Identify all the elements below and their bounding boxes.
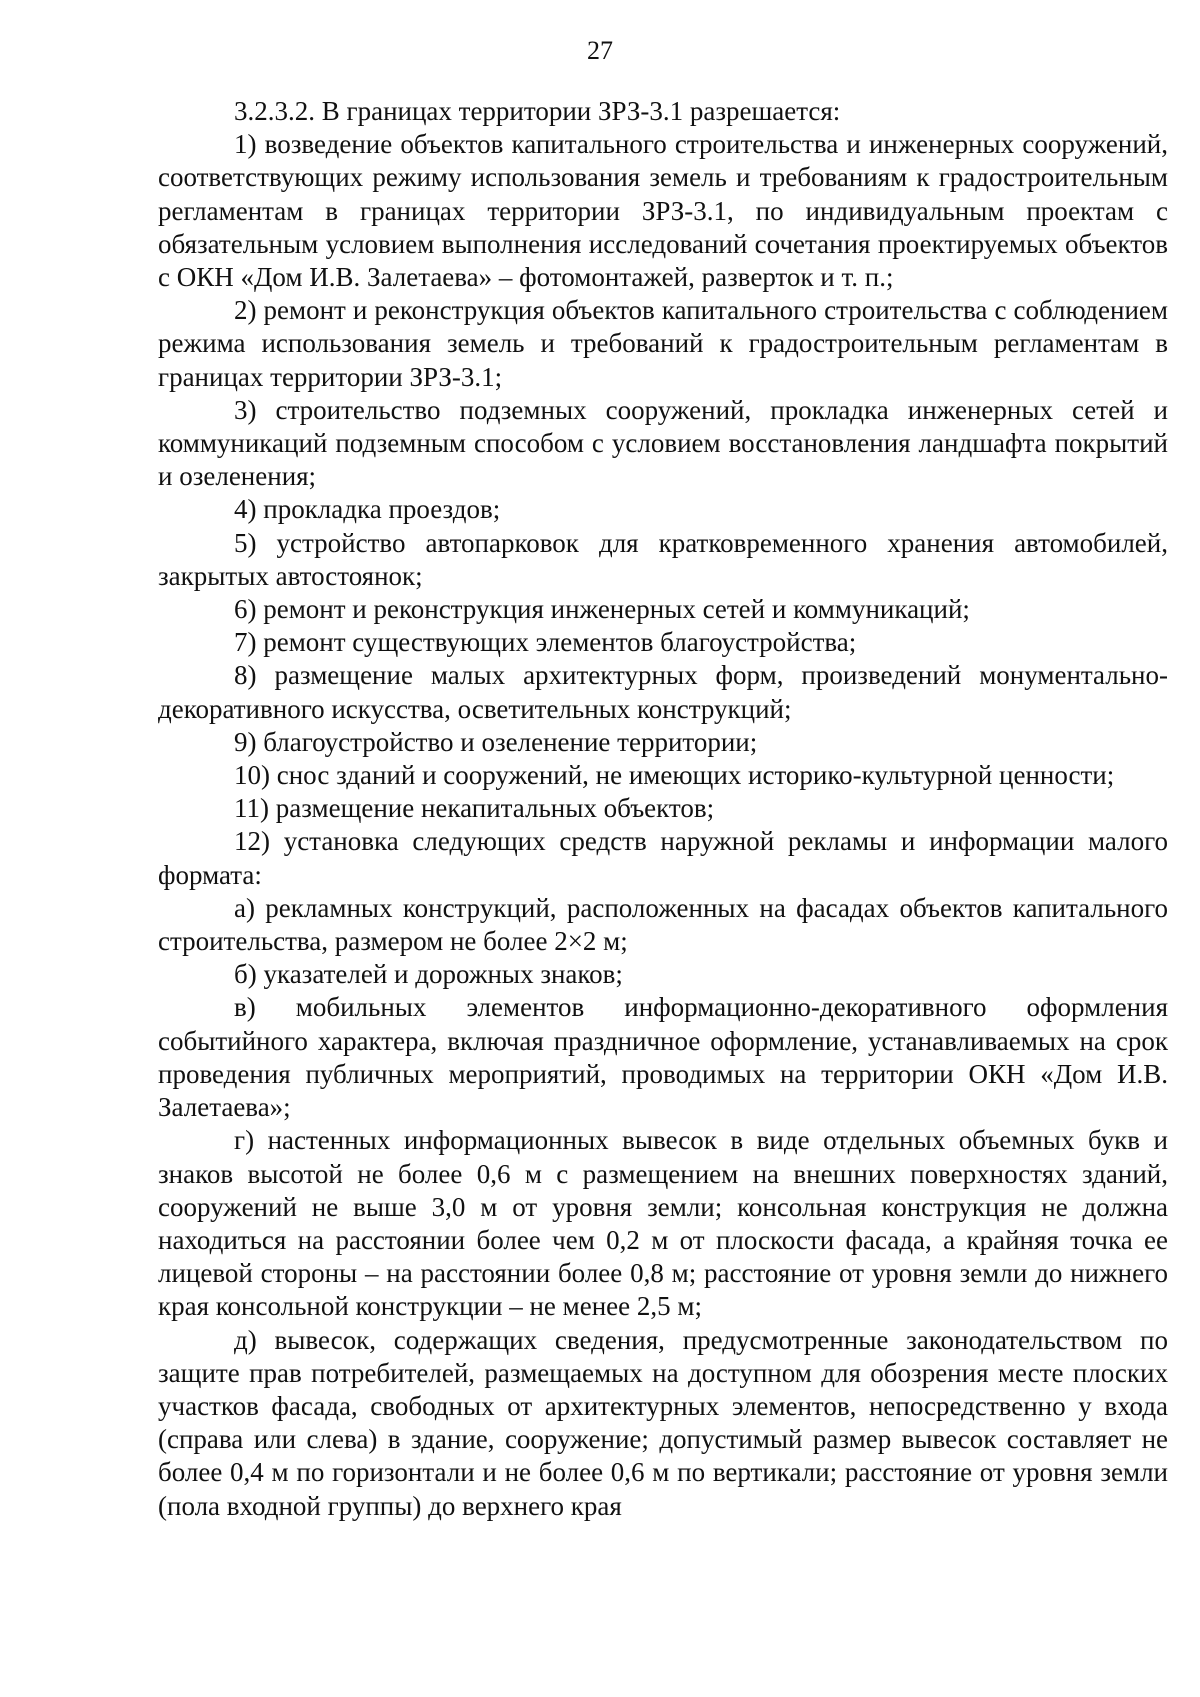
sub-item-b: б) указателей и дорожных знаков; (234, 959, 623, 990)
list-item-2: 2) ремонт и реконструкция объектов капитального строительства с соблюдением режима использования земель и требований к градостроительным регламентам в границах территории ЗРЗ-3.1; (158, 295, 1168, 392)
list-item-8: 8) размещение малых архитектурных форм, произведений монументально-декоративного искусства, осветительных конструкций; (158, 660, 1168, 724)
sub-item-d: д) вывесок, содержащих сведения, предусмотренные законодательством по защите прав потребителей, размещаемых на доступном для обозрения месте плоских участков фасада, свободных от архитектурных элементов, непосредственно у входа (справа или слева) в здание, сооружение; допустимый размер вывесок составляет не более 0,4 м по горизонтали и не более 0,6 м по вертикали; расстояние от уровня земли (пола входной группы) до верхнего края (158, 1324, 1168, 1521)
list-item-7: 7) ремонт существующих элементов благоустройства; (234, 627, 857, 658)
list-item-9: 9) благоустройство и озеленение территории; (234, 726, 758, 757)
page-number: 27 (587, 36, 613, 65)
list-item-3: 3) строительство подземных сооружений, прокладка инженерных сетей и коммуникаций подземным способом с условием восстановления ландшафта покрытий и озеленения; (158, 394, 1168, 492)
section-heading: 3.2.3.2. В границах территории ЗРЗ-3.1 разрешается: (234, 96, 841, 126)
list-item-1: 1) возведение объектов капитального строительства и инженерных сооружений, соответствующих режиму использования земель и требованиям к градостроительным регламентам в границах территории ЗРЗ-3.1, по индивидуальным проектам с обязательным условием выполнения исследований сочетания проектируемых объектов с ОКН «Дом И.В. Залетаева» – фотомонтажей, разверток и т. п.; (158, 129, 1168, 293)
document-body (158, 95, 1168, 1523)
list-item-11: 11) размещение некапитальных объектов; (234, 793, 715, 824)
list-item-5: 5) устройство автопарковок для кратковременного хранения автомобилей, закрытых автостоянок; (158, 527, 1168, 591)
list-item-12: 12) установка следующих средств наружной рекламы и информации малого формата: (158, 826, 1168, 890)
sub-item-v: в) мобильных элементов информационно-декоративного оформления событийного характера, включая праздничное оформление, устанавливаемых на срок проведения публичных мероприятий, проводимых на территории ОКН «Дом И.В. Залетаева»; (158, 992, 1168, 1123)
list-item-6: 6) ремонт и реконструкция инженерных сетей и коммуникаций; (234, 594, 970, 625)
list-item-10: 10) снос зданий и сооружений, не имеющих историко-культурной ценности; (234, 760, 1115, 791)
list-item-4: 4) прокладка проездов; (234, 494, 501, 525)
sub-item-a: а) рекламных конструкций, расположенных на фасадах объектов капитального строительства, размером не более 2×2 м; (158, 892, 1168, 957)
sub-item-g: г) настенных информационных вывесок в виде отдельных объемных букв и знаков высотой не более 0,6 м с размещением на внешних поверхностях зданий, сооружений не выше 3,0 м от уровня земли; консольная конструкция не должна находиться на расстоянии более чем 0,2 м от плоскости фасада, а крайняя точка ее лицевой стороны – на расстоянии более 0,8 м; расстояние от уровня земли до нижнего края консольной конструкции – не менее 2,5 м; (158, 1125, 1168, 1322)
